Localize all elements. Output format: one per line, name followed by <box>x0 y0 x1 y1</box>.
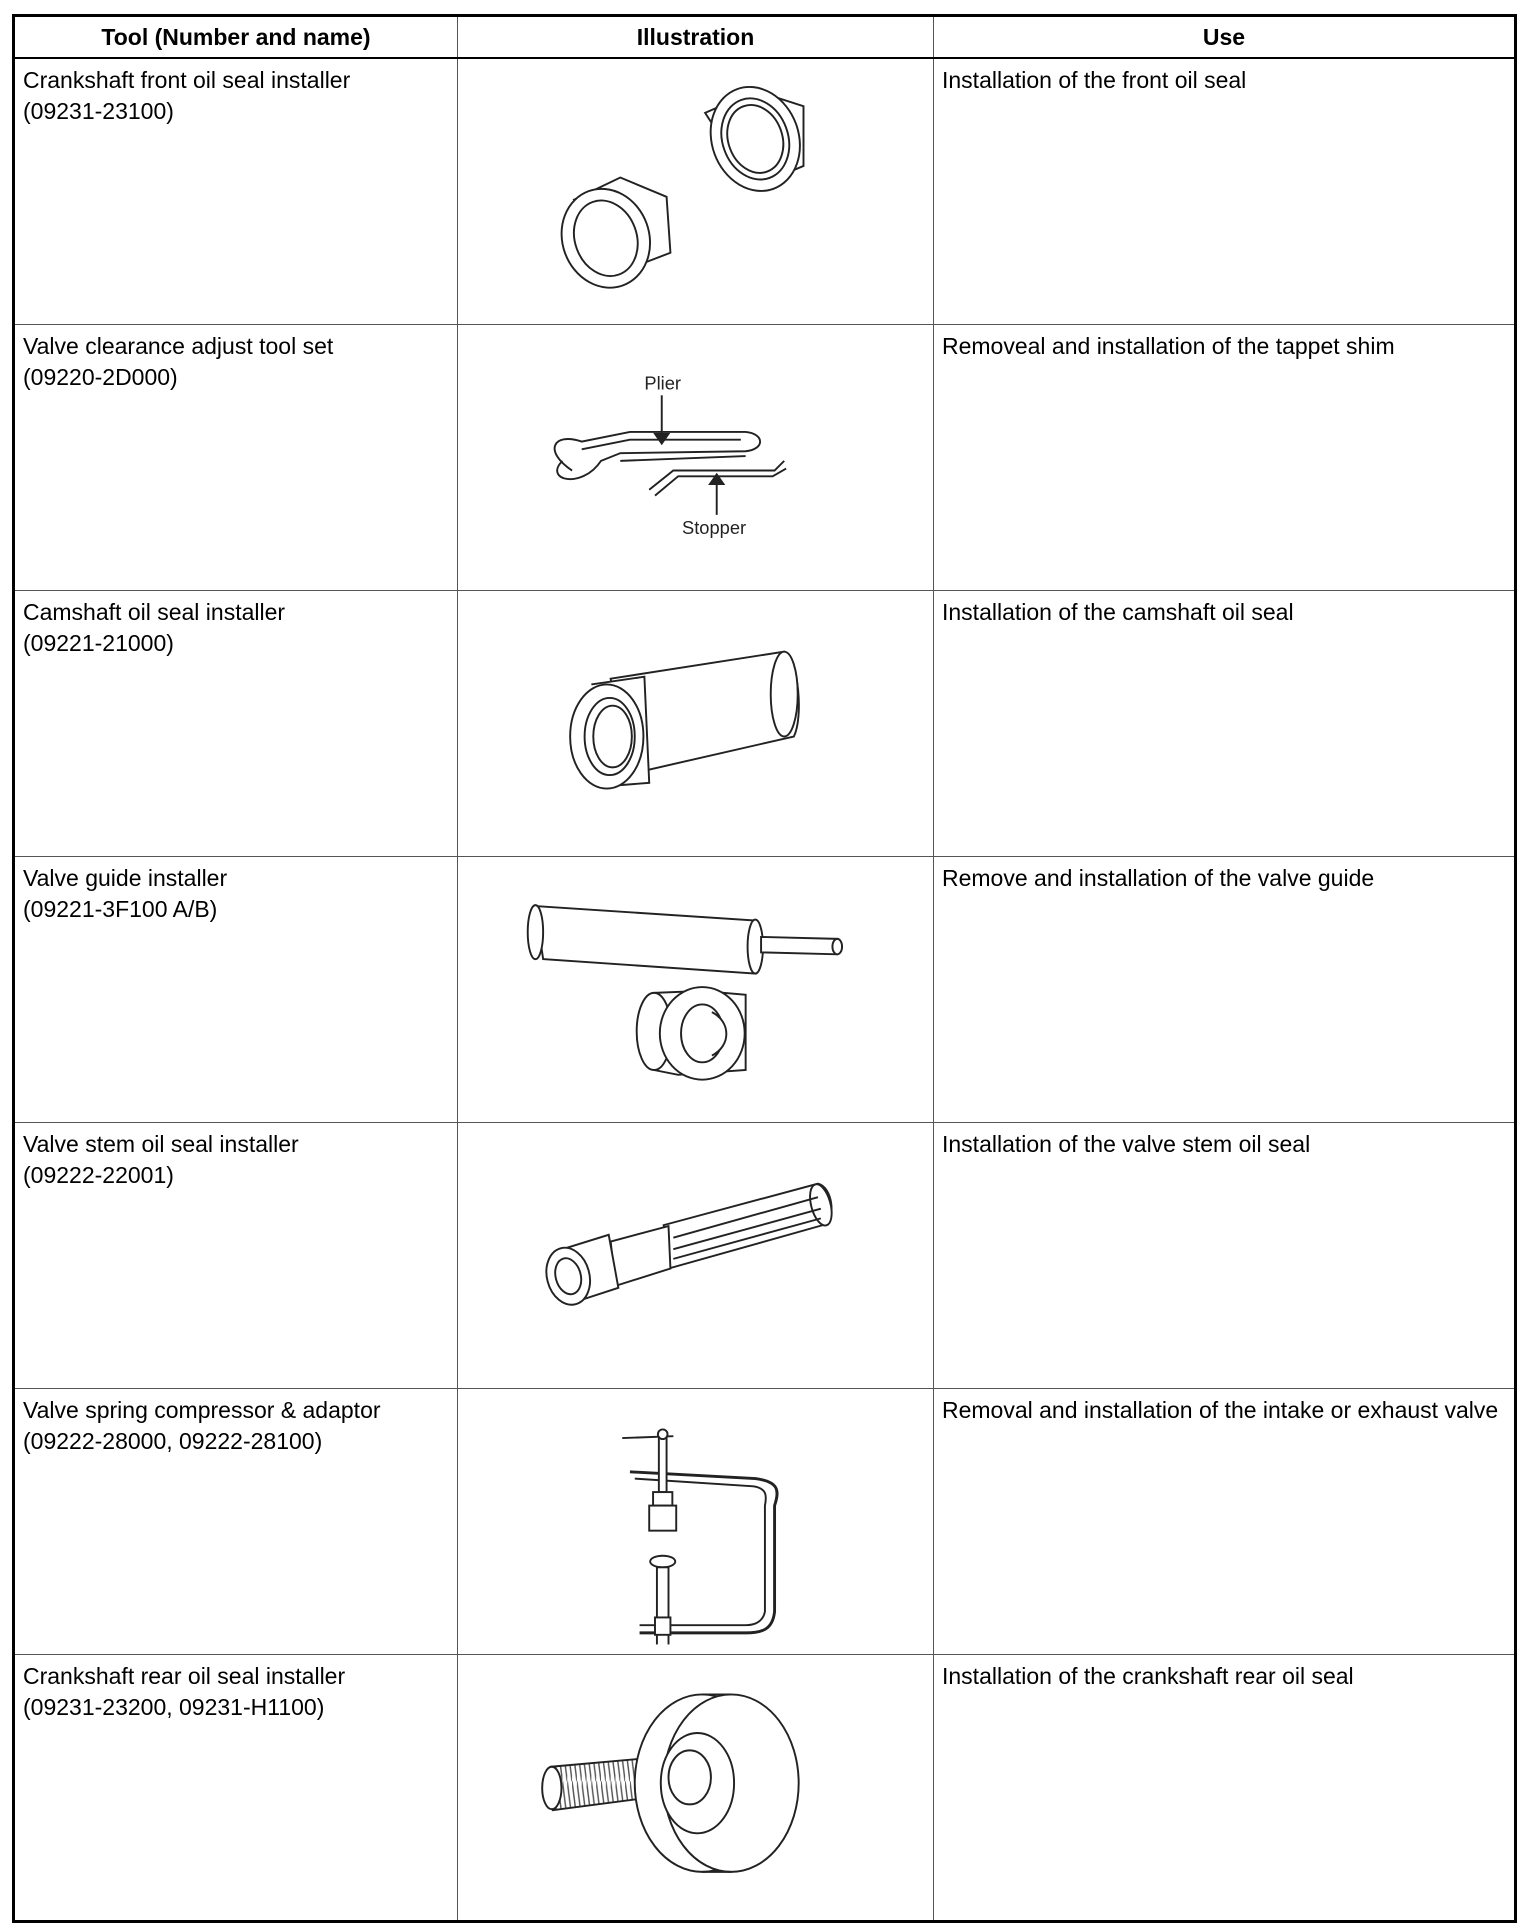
illustration-cell <box>458 1389 934 1655</box>
tool-cell <box>14 1389 458 1655</box>
table-row <box>14 1389 1516 1655</box>
table-row <box>14 591 1516 857</box>
tool-number: (09222-28000, 09222-28100) <box>23 1428 323 1454</box>
tool-name: Crankshaft front oil seal installer <box>23 67 351 93</box>
use-cell: Removal and installation of the intake or exhaust valve <box>934 1389 1516 1655</box>
table-header-row <box>14 16 1516 59</box>
tool-number: (09220-2D000) <box>23 364 178 390</box>
use-cell: Installation of the camshaft oil seal <box>934 591 1516 857</box>
use-cell: Remove and installation of the valve guide <box>934 857 1516 1123</box>
table-row <box>14 1655 1516 1922</box>
table-row <box>14 325 1516 591</box>
tool-name: Valve guide installer <box>23 865 228 891</box>
use-cell: Installation of the crankshaft rear oil seal <box>934 1655 1516 1922</box>
illustration-cell <box>458 591 934 857</box>
tool-name: Valve spring compressor & adaptor <box>23 1397 381 1423</box>
rear-oil-seal-installer-icon <box>466 1661 925 1914</box>
header-use: Use <box>934 16 1516 59</box>
tool-cell <box>14 325 458 591</box>
valve-stem-seal-installer-icon <box>466 1129 925 1382</box>
tool-number: (09221-3F100 A/B) <box>23 896 218 922</box>
tool-cell <box>14 58 458 325</box>
tool-number: (09231-23200, 09231-H1100) <box>23 1694 325 1720</box>
table-row <box>14 1123 1516 1389</box>
plier-label: Plier <box>644 372 682 394</box>
header-tool: Tool (Number and name) <box>14 16 458 59</box>
tool-name: Camshaft oil seal installer <box>23 599 286 625</box>
tool-number: (09231-23100) <box>23 98 174 124</box>
tool-cell <box>14 1655 458 1922</box>
illustration-cell <box>458 325 934 591</box>
illustration-cell <box>458 1655 934 1922</box>
tool-cell <box>14 591 458 857</box>
tool-number: (09221-21000) <box>23 630 174 656</box>
table-row <box>14 58 1516 325</box>
tool-cell <box>14 1123 458 1389</box>
camshaft-seal-installer-icon <box>466 597 925 850</box>
illustration-cell <box>458 857 934 1123</box>
illustration-cell <box>458 1123 934 1389</box>
use-cell: Removeal and installation of the tappet shim <box>934 325 1516 591</box>
table-row <box>14 857 1516 1123</box>
special-tools-table <box>12 14 1517 1923</box>
valve-clearance-tool-icon <box>466 331 925 584</box>
illustration-cell <box>458 58 934 325</box>
tool-name: Valve clearance adjust tool set <box>23 333 334 359</box>
tool-cell <box>14 857 458 1123</box>
use-cell: Installation of the valve stem oil seal <box>934 1123 1516 1389</box>
valve-spring-compressor-icon <box>466 1395 925 1648</box>
stopper-label: Stopper <box>682 517 747 539</box>
tool-number: (09222-22001) <box>23 1162 174 1188</box>
tool-name: Crankshaft rear oil seal installer <box>23 1663 346 1689</box>
front-oil-seal-installer-icon <box>466 65 925 318</box>
use-cell: Installation of the front oil seal <box>934 58 1516 325</box>
header-illustration: Illustration <box>458 16 934 59</box>
valve-guide-installer-icon <box>466 863 925 1116</box>
tool-name: Valve stem oil seal installer <box>23 1131 299 1157</box>
